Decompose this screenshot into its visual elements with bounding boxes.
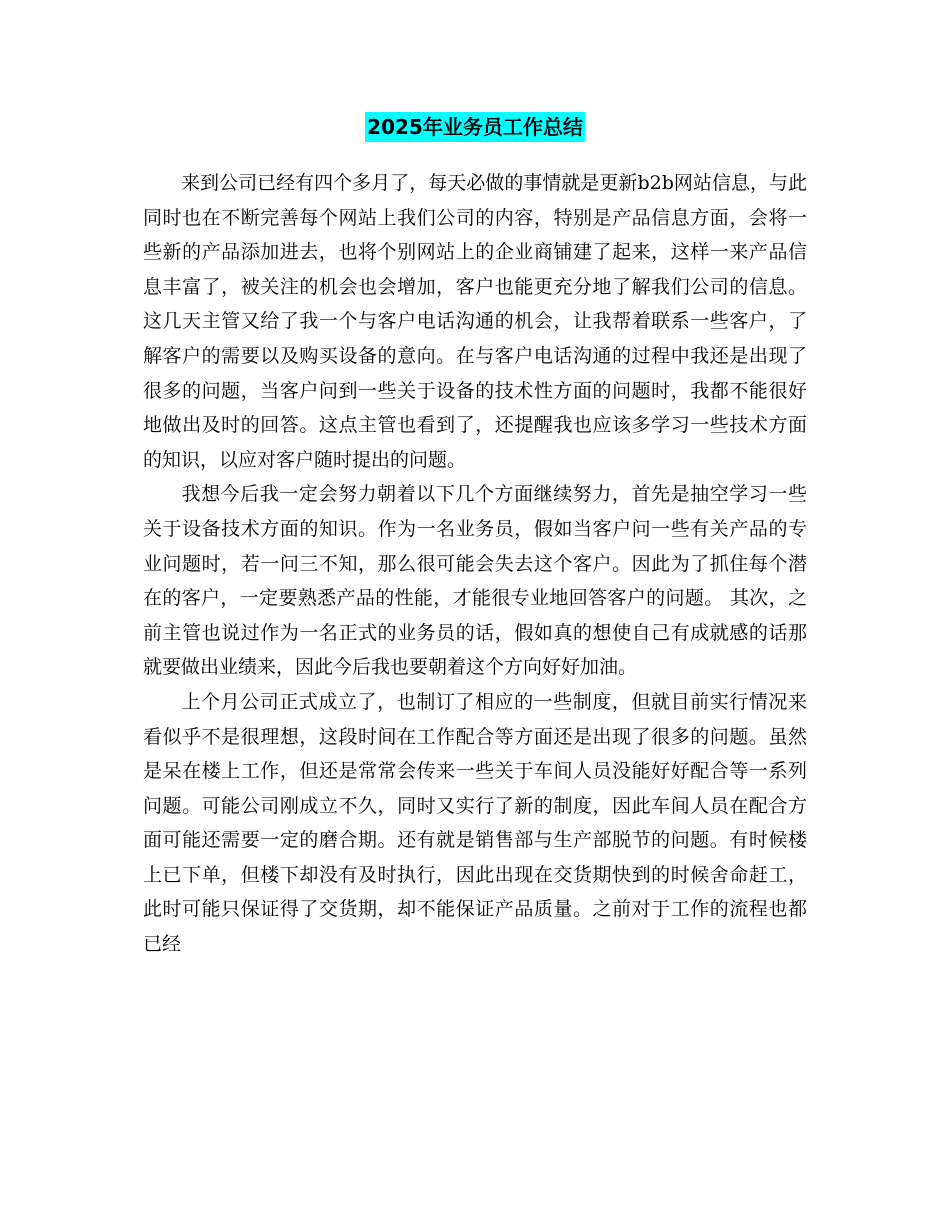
paragraph-3-text: 上个月公司正式成立了，也制订了相应的一些制度，但就目前实行情况来看似乎不是很理想，这段时间在工作配合等方面还是出现了很多的问题。虽然是呆在楼上工作，但还是常常会传来一些关于车间人员没能好好配合等一系列问题。可能公司刚成立不久，同时又实行了新的制度，因此车间人员在配合方面可能还需要一定的磨合期。还有就是销售部与生产部脱节的问题。有时候楼上已下单，但楼下却没有及时执行，因此出现在交货期快到的时候舍命赶工，此时可能只保证得了交货期，却不能保证产品质量。之前对于工作的流程也都已经 <box>143 690 807 956</box>
title-container <box>0 112 950 142</box>
paragraph-1 <box>143 166 807 477</box>
paragraph-2 <box>143 477 807 685</box>
paragraph-1-text: 来到公司已经有四个多月了，每天必做的事情就是更新b2b网站信息，与此同时也在不断完善每个网站上我们公司的内容，特别是产品信息方面，会将一些新的产品添加进去，也将个别网站上的企业商铺建了起来，这样一来产品信息丰富了，被关注的机会也会增加，客户也能更充分地了解我们公司的信息。这几天主管又给了我一个与客户电话沟通的机会，让我帮着联系一些客户，了解客户的需要以及购买设备的意向。在与客户电话沟通的过程中我还是出现了很多的问题，当客户问到一些关于设备的技术性方面的问题时，我都不能很好地做出及时的回答。这点主管也看到了，还提醒我也应该多学习一些技术方面的知识，以应对客户随时提出的问题。 <box>143 172 807 471</box>
document-body <box>143 166 807 962</box>
document-title: 2025年业务员工作总结 <box>365 112 585 142</box>
paragraph-3 <box>143 685 807 962</box>
paragraph-2-text: 我想今后我一定会努力朝着以下几个方面继续努力，首先是抽空学习一些关于设备技术方面的知识。作为一名业务员，假如当客户问一些有关产品的专业问题时，若一问三不知，那么很可能会失去这个客户。因此为了抓住每个潜在的客户，一定要熟悉产品的性能，才能很专业地回答客户的问题。 其次，之前主管也说过作为一名正式的业务员的话，假如真的想使自己有成就感的话那就要做出业绩来，因此今后我也要朝着这个方向好好加油。 <box>143 483 807 679</box>
